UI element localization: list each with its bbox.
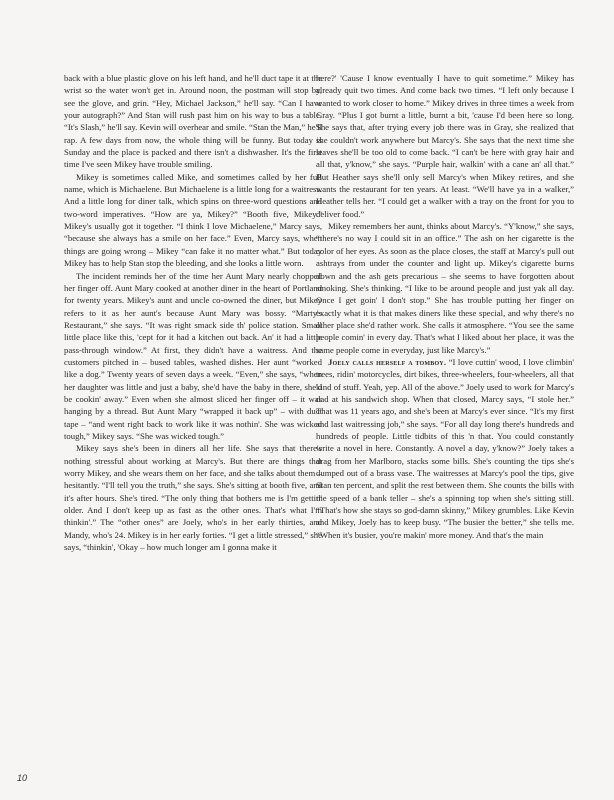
section-lead-in: Joely calls herself a tomboy. [328, 356, 447, 367]
paragraph-text: “I love cuttin' wood, I love climbin' trees, ridin' motorcycles, dirt bikes, three-wheelers, four-wheelers, all that kind of stuff. Yeah, yep. All of the above.” Joely used to work for Marcy's dad at his sandwich shop. When that closed, Marcy says, “I stole her.” That was 11 years ago, and she's been at Marcy's ever since. “It's my first and last waitressing job,” she says. “For all day long there's hundreds and hundreds of people. Little tidbits of this 'n that. You could constantly write a novel in here. Constantly. A novel a day, y'know?” Joely takes a drag from her Marlboro, stacks some bills. She's counting the tips she's dumped out of a brass vase. The waitresses at Marcy's pool the tips, give Stan ten percent, and split the rest between them. She counts the bills with the speed of a bank teller – she's a spinning top when she's sitting still. “That's how she stays so god-damn skinny,” Mikey grumbles. Like Kevin and Mikey, Joely has to keep busy. “The busier the better,” she tells me. “When it's busier, you're makin' more money. And that's the main [316, 356, 574, 540]
paragraph: The incident reminds her of the time her Aunt Mary nearly chopped her finger off. Aunt Mary cooked at another diner in the heart of Portland for twenty years. Mikey's aunt and uncle co-owned the diner, but Mikey refers to it as her aunt's because Aunt Mary was bossy. “Marty's Restaurant,” she says. “It was right smack side th' police station. Small little place like this, 'cept for it had a kitchen out back. An' it had a little pass-through window.” At first, they didn't have a waitress. And the customers pitched in – bused tables, washed dishes. Her aunt “worked like a dog.” Twenty years of seven days a week. “Even,” she says, “when her daughter was little and just a baby, she'd have the baby in there, she'd be cookin' away.” Even when she almost sliced her finger off – it was hanging by a thread. But Aunt Mary “wrapped it back up” – with duct tape – “and went right back to work like it was nothin'. She was wicked tough,” Mikey says. “She was wicked tough.” [64, 270, 322, 441]
right-column [316, 72, 574, 541]
paragraph-section-start [316, 356, 574, 541]
paragraph: Mikey is sometimes called Mike, and sometimes called by her full name, which is Michaelene. But Michaelene is a little long for a waitress. And a little long for diner talk, which spins on three-word questions and two-word imperatives. “How are ya, Mikey?” “Booth five, Mikey.” Mikey's usually got it together. “I think I love Michaelene,” Marcy says, “because she always has a smile on her face.” Even, Marcy says, when things are going wrong – Mikey “can fake it no matter what.” But today Mikey has to help Stan stop the bleeding, and she looks a little worn. [64, 171, 322, 269]
paragraph: back with a blue plastic glove on his left hand, and he'll duct tape it at the wrist so the water won't get in. Around noon, the postman will stop by, see the glove, and grin. “Hey, Michael Jackson,” he'll say. “Can I have your autograph?” And Stan will rush past him on his way to bus a table. “It's Slash,” he'll say. Kevin will overhear and smile. “Stan the Man,” he'll rap. A few days from now, the whole thing will be funny. But today is Sunday and the place is packed and there isn't a dishwasher. It's the first time I've seen Mikey have trouble smiling. [64, 73, 322, 170]
left-column [64, 72, 322, 553]
page-number: 10 [17, 773, 28, 783]
paragraph: Mikey remembers her aunt, thinks about Marcy's. “Y'know,” she says, “there's no way I could sit in an office.” The ash on her cigarette is the color of her eyes. As soon as the place closes, the staff at Marcy's pull out ashtrays from under the counter and light up. Mikey's cigarette burns down and the ash gets precarious – she seems to have forgotten about smoking. She's thinking. “I like to be around people and just yak all day. Once I get goin' I don't stop.” She has trouble putting her finger on exactly what it is that makes diners like these special, and why there's no other place she'd rather work. She calls it atmosphere. “You see the same people comin' in every day. That's what I liked about her place, it was the same people come in everyday, just like Marcy's.” [316, 221, 574, 355]
paragraph: here?' 'Cause I know eventually I have to quit sometime.” Mikey has already quit two times. And come back two times. “I left only because I wanted to work closer to home.” Mikey drives in three times a week from Gray. “Plus I got burnt a little, burnt a bit, 'cause I'd been here so long. She says that, after trying every job there was in Gray, she realized that she couldn't work anywhere but Marcy's. She says that the next time she leaves she'll be too old to come back. “I can't be here with gray hair and all that, y'know,” she says. “Purple hair, walkin' with a cane an' all that.” But Heather says she'll only sell Marcy's when Mikey retires, and she wants the restaurant for ten years. At least. “We'll have ya in a walker,” Heather tells her. “I could get a walker with a tray on the front for you to deliver food.” [316, 73, 574, 219]
paragraph: Mikey says she's been in diners all her life. She says that there's nothing stressful about working at Marcy's. But there are things that worry Mikey, and she wears them on her face, and she talks about them – hesitantly. “I'll tell you the truth,” she says. She's sitting at booth five, and it's after hours. She's tired. “The only thing that bothers me is I'm gettin' older. And I don't keep up as fast as the other ones. That's what I'm thinkin'.” The “other ones” are Joely, who's in her early thirties, and Mandy, who's 24. Mikey is in her early forties. “I get a little stressed,” she says, “thinkin', 'Okay – how much longer am I gonna make it [64, 443, 322, 553]
